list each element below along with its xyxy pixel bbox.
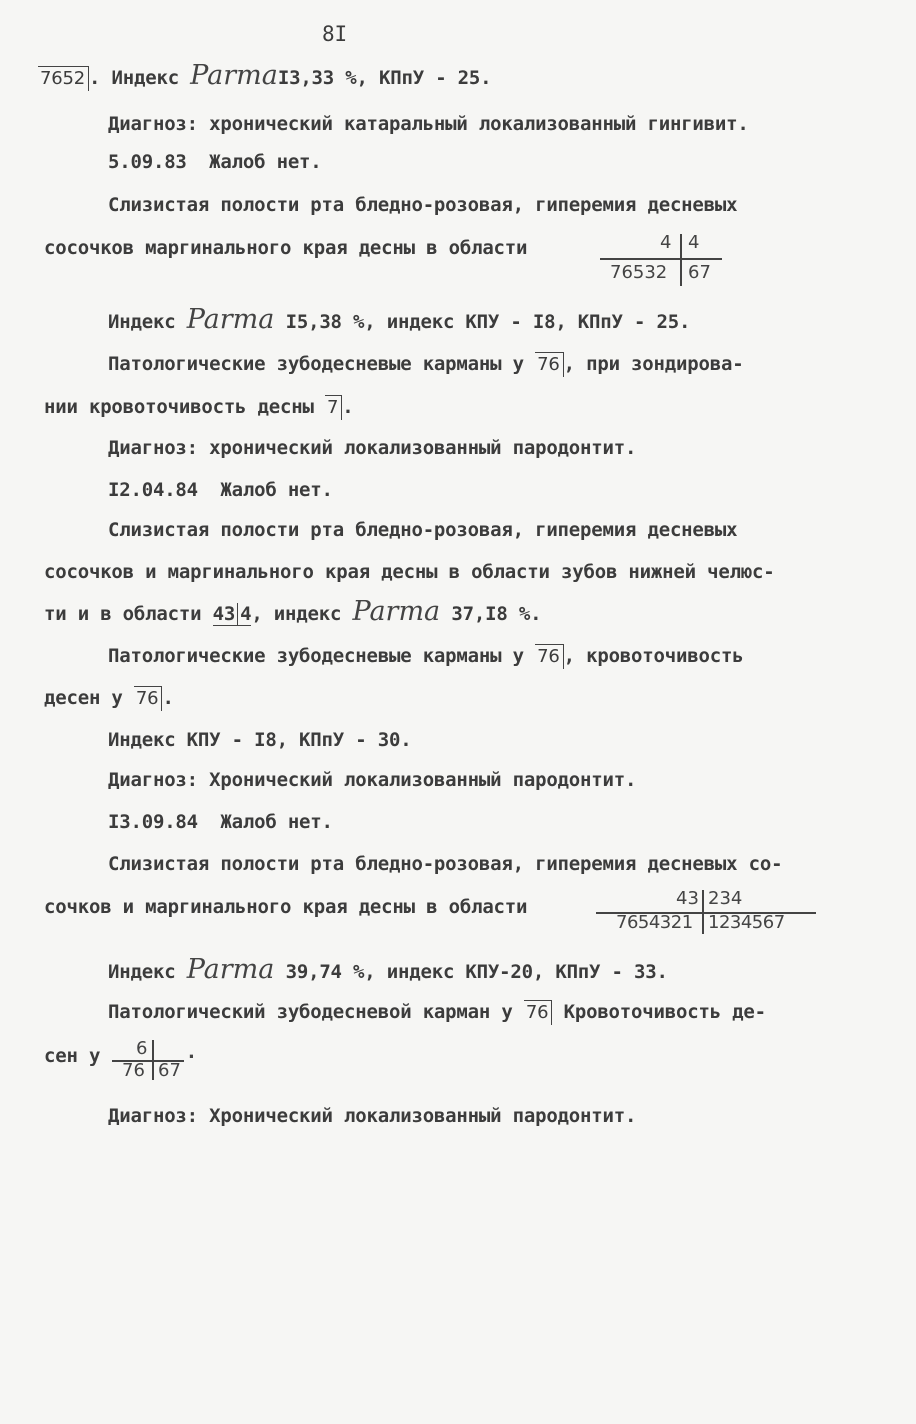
line-6-text-a: Индекс [108, 311, 187, 333]
handwritten-parma: Parma [190, 60, 278, 91]
line-23: сен у [44, 1045, 101, 1067]
line-14 [108, 644, 743, 669]
line-11: Слизистая полости рта бледно-розовая, гиперемия десневых [108, 519, 738, 541]
dental-formula-3 [112, 1038, 202, 1086]
line-6 [108, 304, 691, 335]
line-14-text-b: , кровоточивость [563, 645, 744, 667]
line-3-date: 5.09.83 Жалоб нет. [108, 151, 322, 173]
line-16: Индекс КПУ - I8, КПпУ - 30. [108, 729, 412, 751]
line-15-text-a: десен у [44, 687, 134, 709]
handwritten-parma: Parma [186, 304, 275, 335]
dental-formula-2 [596, 888, 818, 938]
line-22-text-b: Кровоточивость де- [552, 1001, 766, 1023]
line-13-text-c: 37,I8 %. [440, 603, 542, 625]
line-14-text-a: Патологические зубодесневые карманы у [108, 645, 536, 667]
f1-bottom-left: 76532 [610, 262, 668, 283]
line-4: Слизистая полости рта бледно-розовая, гиперемия десневых [108, 194, 738, 216]
line-22 [108, 1000, 766, 1025]
tooth-formula-upper-right: 7 [325, 395, 342, 420]
page-number: 8I [322, 22, 347, 46]
tooth-formula-upper-right: 76 [524, 1000, 553, 1025]
f2-bottom-right: 1234567 [708, 912, 785, 933]
line-24-diagnosis: Диагноз: Хронический локализованный пародонтит. [108, 1105, 637, 1127]
f-lower-left: 43 [213, 603, 238, 626]
line-13-text-a: ти и в области [44, 603, 213, 625]
line-18-date: I3.09.84 Жалоб нет. [108, 811, 333, 833]
line-13 [44, 596, 542, 627]
handwritten-parma: Parma [186, 954, 275, 985]
line-15-text-b: . [162, 687, 174, 709]
line-5: сосочков маргинального края десны в области [44, 237, 528, 259]
line-8 [44, 395, 354, 420]
line-7-text-b: , при зондирова- [563, 353, 744, 375]
tooth-formula-upper-right: 76 [535, 644, 564, 669]
tooth-formula-upper-left: 7652 [38, 66, 89, 91]
f3-bottom-right: 67 [158, 1060, 181, 1081]
line-17-diagnosis: Диагноз: Хронический локализованный пародонтит. [108, 769, 637, 791]
f2-top-left: 43 [676, 888, 699, 909]
line-8-text-a: нии кровоточивость десны [44, 396, 325, 418]
line-2: Диагноз: хронический катаральный локализованный гингивит. [108, 113, 749, 135]
line-21-text-a: Индекс [108, 961, 187, 983]
f2-top-right: 234 [708, 888, 743, 909]
line-13-text-b: , индекс [251, 603, 353, 625]
line-19: Слизистая полости рта бледно-розовая, гиперемия десневых со- [108, 853, 783, 875]
line-1-text-b: I3,33 %, КПпУ - 25. [277, 67, 492, 89]
tooth-formula-upper-right: 76 [134, 686, 163, 711]
f-lower-right: 4 [240, 603, 252, 625]
line-21 [108, 954, 668, 985]
line-12: сосочков и маргинального края десны в области зубов нижней челюс- [44, 561, 775, 583]
f1-bottom-right: 67 [688, 262, 711, 283]
handwritten-parma: Parma [352, 596, 441, 627]
f3-period: . [188, 1042, 195, 1063]
f3-bottom-left: 76 [122, 1060, 145, 1081]
f3-top-left: 6 [136, 1038, 148, 1059]
line-7 [108, 352, 743, 377]
line-6-text-b: I5,38 %, индекс КПУ - I8, КПпУ - 25. [274, 311, 691, 333]
line-1 [38, 60, 492, 91]
line-7-text-a: Патологические зубодесневые карманы у [108, 353, 536, 375]
line-21-text-b: 39,74 %, индекс КПУ-20, КПпУ - 33. [274, 961, 668, 983]
line-15 [44, 686, 174, 711]
line-9-diagnosis: Диагноз: хронический локализованный пародонтит. [108, 437, 637, 459]
line-10-date: I2.04.84 Жалоб нет. [108, 479, 333, 501]
f1-top-right: 4 [688, 232, 700, 253]
f1-top-left: 4 [660, 232, 672, 253]
dental-formula-1 [600, 232, 730, 292]
line-20: сочков и маргинального края десны в области [44, 896, 528, 918]
line-1-text-a: . Индекс [89, 67, 191, 89]
f2-bottom-left: 7654321 [616, 912, 693, 933]
line-8-text-b: . [342, 396, 354, 418]
tooth-formula-upper-right: 76 [535, 352, 564, 377]
line-22-text-a: Патологический зубодесневой карман у [108, 1001, 524, 1023]
